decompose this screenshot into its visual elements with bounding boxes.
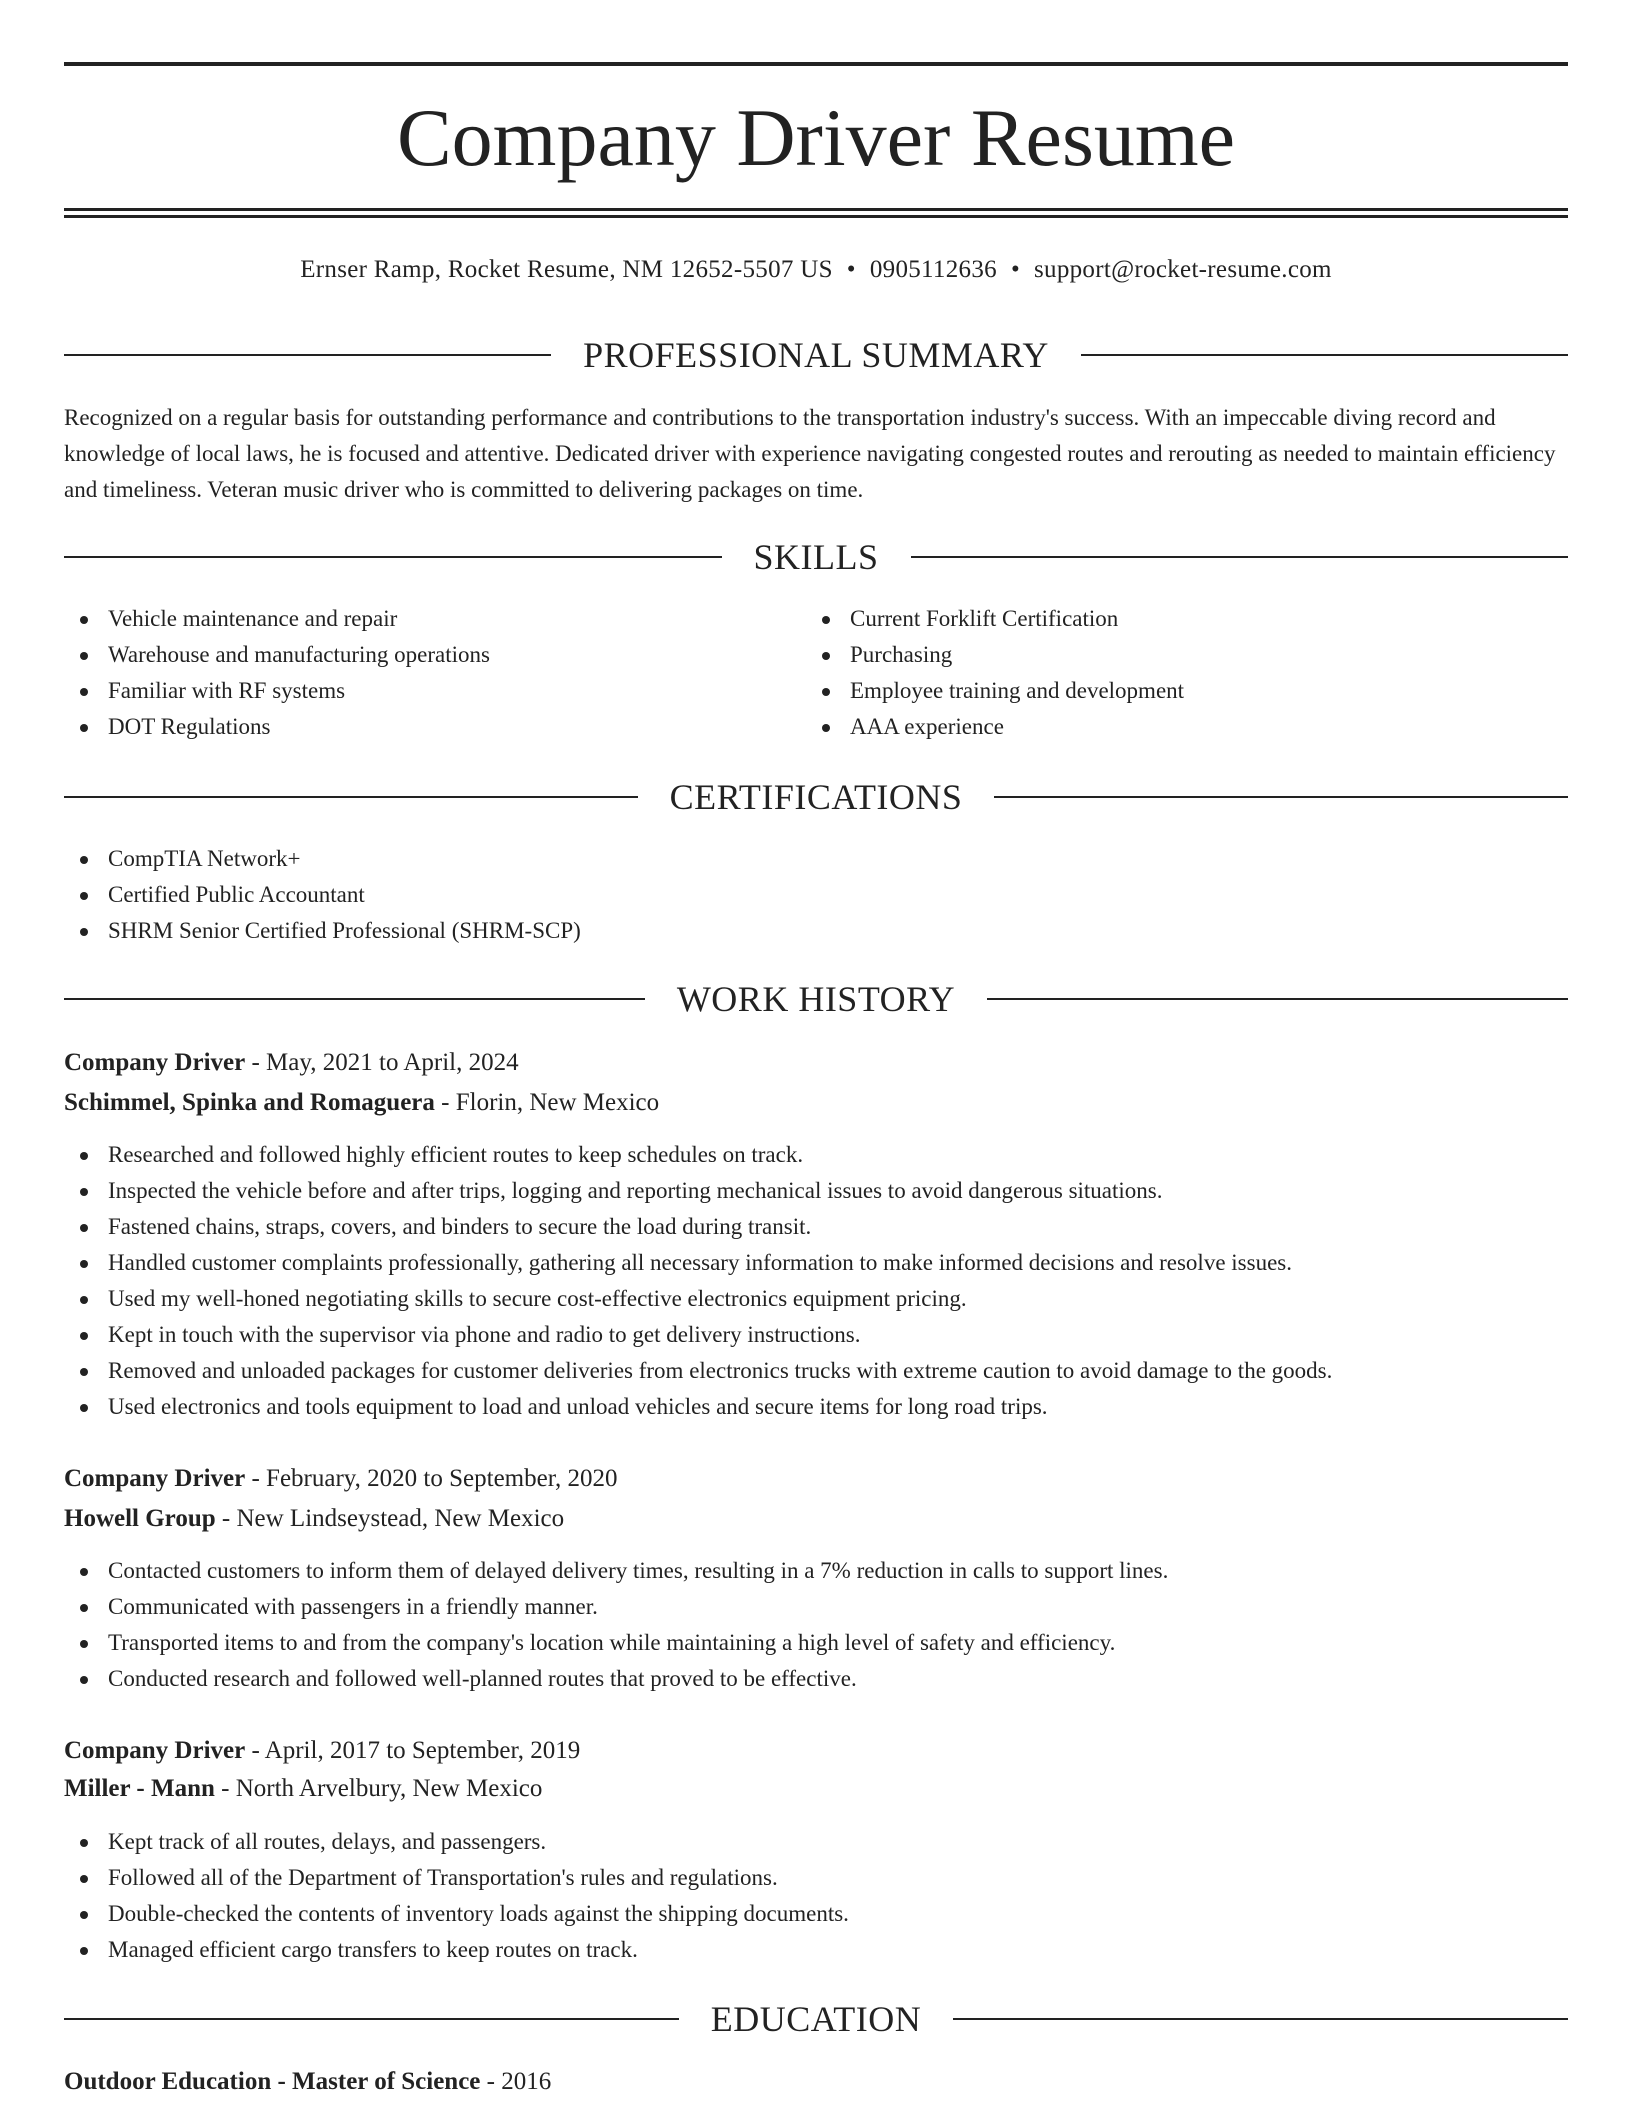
job-location: - New Lindseystead, New Mexico xyxy=(215,1505,565,1532)
skill-item: Warehouse and manufacturing operations xyxy=(64,637,804,673)
job-title-line xyxy=(64,1461,1568,1497)
heading-rule xyxy=(994,796,1568,798)
heading-rule xyxy=(64,796,638,798)
heading-rule xyxy=(987,998,1568,1000)
job-company: Howell Group xyxy=(64,1505,216,1532)
job-duty: Transported items to and from the company's location while maintaining a high level of safety and efficiency. xyxy=(64,1625,1568,1661)
job-duty: Used electronics and tools equipment to load and unload vehicles and secure items for long road trips. xyxy=(64,1389,1568,1425)
certification-item: CompTIA Network+ xyxy=(64,841,1568,877)
contact-line xyxy=(64,254,1568,286)
certifications-list xyxy=(64,841,1568,949)
section-title: PROFESSIONAL SUMMARY xyxy=(583,335,1049,375)
job-company-line xyxy=(64,1085,1568,1121)
job-duty: Kept track of all routes, delays, and passengers. xyxy=(64,1824,1568,1860)
section-title: CERTIFICATIONS xyxy=(669,777,963,817)
job-dates: - April, 2017 to September, 2019 xyxy=(245,1737,581,1764)
heading-rule xyxy=(911,556,1569,558)
job-company: Miller - Mann xyxy=(64,1775,215,1802)
skill-item: Familiar with RF systems xyxy=(64,673,804,709)
job-duty: Inspected the vehicle before and after trips, logging and reporting mechanical issues to avoid dangerous situations. xyxy=(64,1173,1568,1209)
job-duty: Communicated with passengers in a friendly manner. xyxy=(64,1589,1568,1625)
section-heading-skills xyxy=(64,535,1568,579)
page-title: Company Driver Resume xyxy=(396,92,1236,183)
job-title-line xyxy=(64,1733,1568,1769)
job-duty: Used my well-honed negotiating skills to secure cost-effective electronics equipment pricing. xyxy=(64,1281,1568,1317)
job-location: - Florin, New Mexico xyxy=(434,1089,660,1116)
summary-text: Recognized on a regular basis for outstanding performance and contributions to the transportation industry's success. With an impeccable diving record and knowledge of local laws, he is focused and attentive. Dedicated driver with experience navigating congested routes and rerouting as needed to maintain efficiency and timeliness. Veteran music driver who is committed to delivering packages on time. xyxy=(64,405,1556,502)
section-heading-certifications xyxy=(64,775,1568,819)
education-year: - 2016 xyxy=(480,2068,552,2095)
skill-item: Purchasing xyxy=(806,637,1546,673)
skill-item: Current Forklift Certification xyxy=(806,601,1546,637)
section-heading-work-history xyxy=(64,977,1568,1021)
job-duty: Handled customer complaints professionally, gathering all necessary information to make informed decisions and resolve issues. xyxy=(64,1245,1568,1281)
section-title: WORK HISTORY xyxy=(676,979,956,1019)
job-duty: Kept in touch with the supervisor via phone and radio to get delivery instructions. xyxy=(64,1317,1568,1353)
job-title: Company Driver xyxy=(64,1737,246,1764)
section-heading-summary xyxy=(64,333,1568,377)
heading-rule xyxy=(64,556,722,558)
title-double-rule xyxy=(64,208,1568,218)
job-title: Company Driver xyxy=(64,1465,246,1492)
job-company-line xyxy=(64,1771,1568,1807)
heading-rule xyxy=(64,998,645,1000)
section-heading-education xyxy=(64,1997,1568,2041)
job-duty: Removed and unloaded packages for customer deliveries from electronics trucks with extreme caution to avoid damage to the goods. xyxy=(64,1353,1568,1389)
heading-rule xyxy=(953,2018,1568,2020)
job-duty: Researched and followed highly efficient routes to keep schedules on track. xyxy=(64,1137,1568,1173)
education-entry xyxy=(64,2064,1568,2100)
job-company: Schimmel, Spinka and Romaguera xyxy=(64,1089,435,1116)
job-duty: Conducted research and followed well-planned routes that proved to be effective. xyxy=(64,1661,1568,1697)
job-duties-list xyxy=(64,1553,1568,1697)
skill-item: AAA experience xyxy=(806,709,1546,745)
contact-separator: • xyxy=(1010,256,1020,283)
education-degree: Outdoor Education - Master of Science xyxy=(64,2068,481,2095)
job-duties-list xyxy=(64,1137,1568,1425)
job-duty: Managed efficient cargo transfers to keep routes on track. xyxy=(64,1932,1568,1968)
job-duty: Contacted customers to inform them of delayed delivery times, resulting in a 7% reduction in calls to support lines. xyxy=(64,1553,1568,1589)
contact-address: Ernser Ramp, Rocket Resume, NM 12652-5507 US xyxy=(300,256,833,283)
contact-phone: 0905112636 xyxy=(869,256,997,283)
skill-item: Vehicle maintenance and repair xyxy=(64,601,804,637)
heading-rule xyxy=(64,2018,679,2020)
job-title-line xyxy=(64,1045,1568,1081)
job-dates: - February, 2020 to September, 2020 xyxy=(245,1465,618,1492)
top-rule xyxy=(64,62,1568,66)
section-title: SKILLS xyxy=(753,537,879,577)
job-duty: Followed all of the Department of Transportation's rules and regulations. xyxy=(64,1860,1568,1896)
job-location: - North Arvelbury, New Mexico xyxy=(214,1775,543,1802)
job-duty: Double-checked the contents of inventory loads against the shipping documents. xyxy=(64,1896,1568,1932)
contact-email: support@rocket-resume.com xyxy=(1034,256,1332,283)
job-dates: - May, 2021 to April, 2024 xyxy=(245,1049,519,1076)
section-title: EDUCATION xyxy=(710,1999,922,2039)
skills-list-right xyxy=(806,601,1546,745)
job-duties-list xyxy=(64,1824,1568,1968)
contact-separator: • xyxy=(846,256,856,283)
certification-item: SHRM Senior Certified Professional (SHRM-SCP) xyxy=(64,913,1568,949)
heading-rule xyxy=(64,354,551,356)
heading-rule xyxy=(1081,354,1568,356)
skills-list-left xyxy=(64,601,804,745)
job-duty: Fastened chains, straps, covers, and binders to secure the load during transit. xyxy=(64,1209,1568,1245)
skill-item: Employee training and development xyxy=(806,673,1546,709)
job-company-line xyxy=(64,1501,1568,1537)
job-title: Company Driver xyxy=(64,1049,246,1076)
skill-item: DOT Regulations xyxy=(64,709,804,745)
certification-item: Certified Public Accountant xyxy=(64,877,1568,913)
